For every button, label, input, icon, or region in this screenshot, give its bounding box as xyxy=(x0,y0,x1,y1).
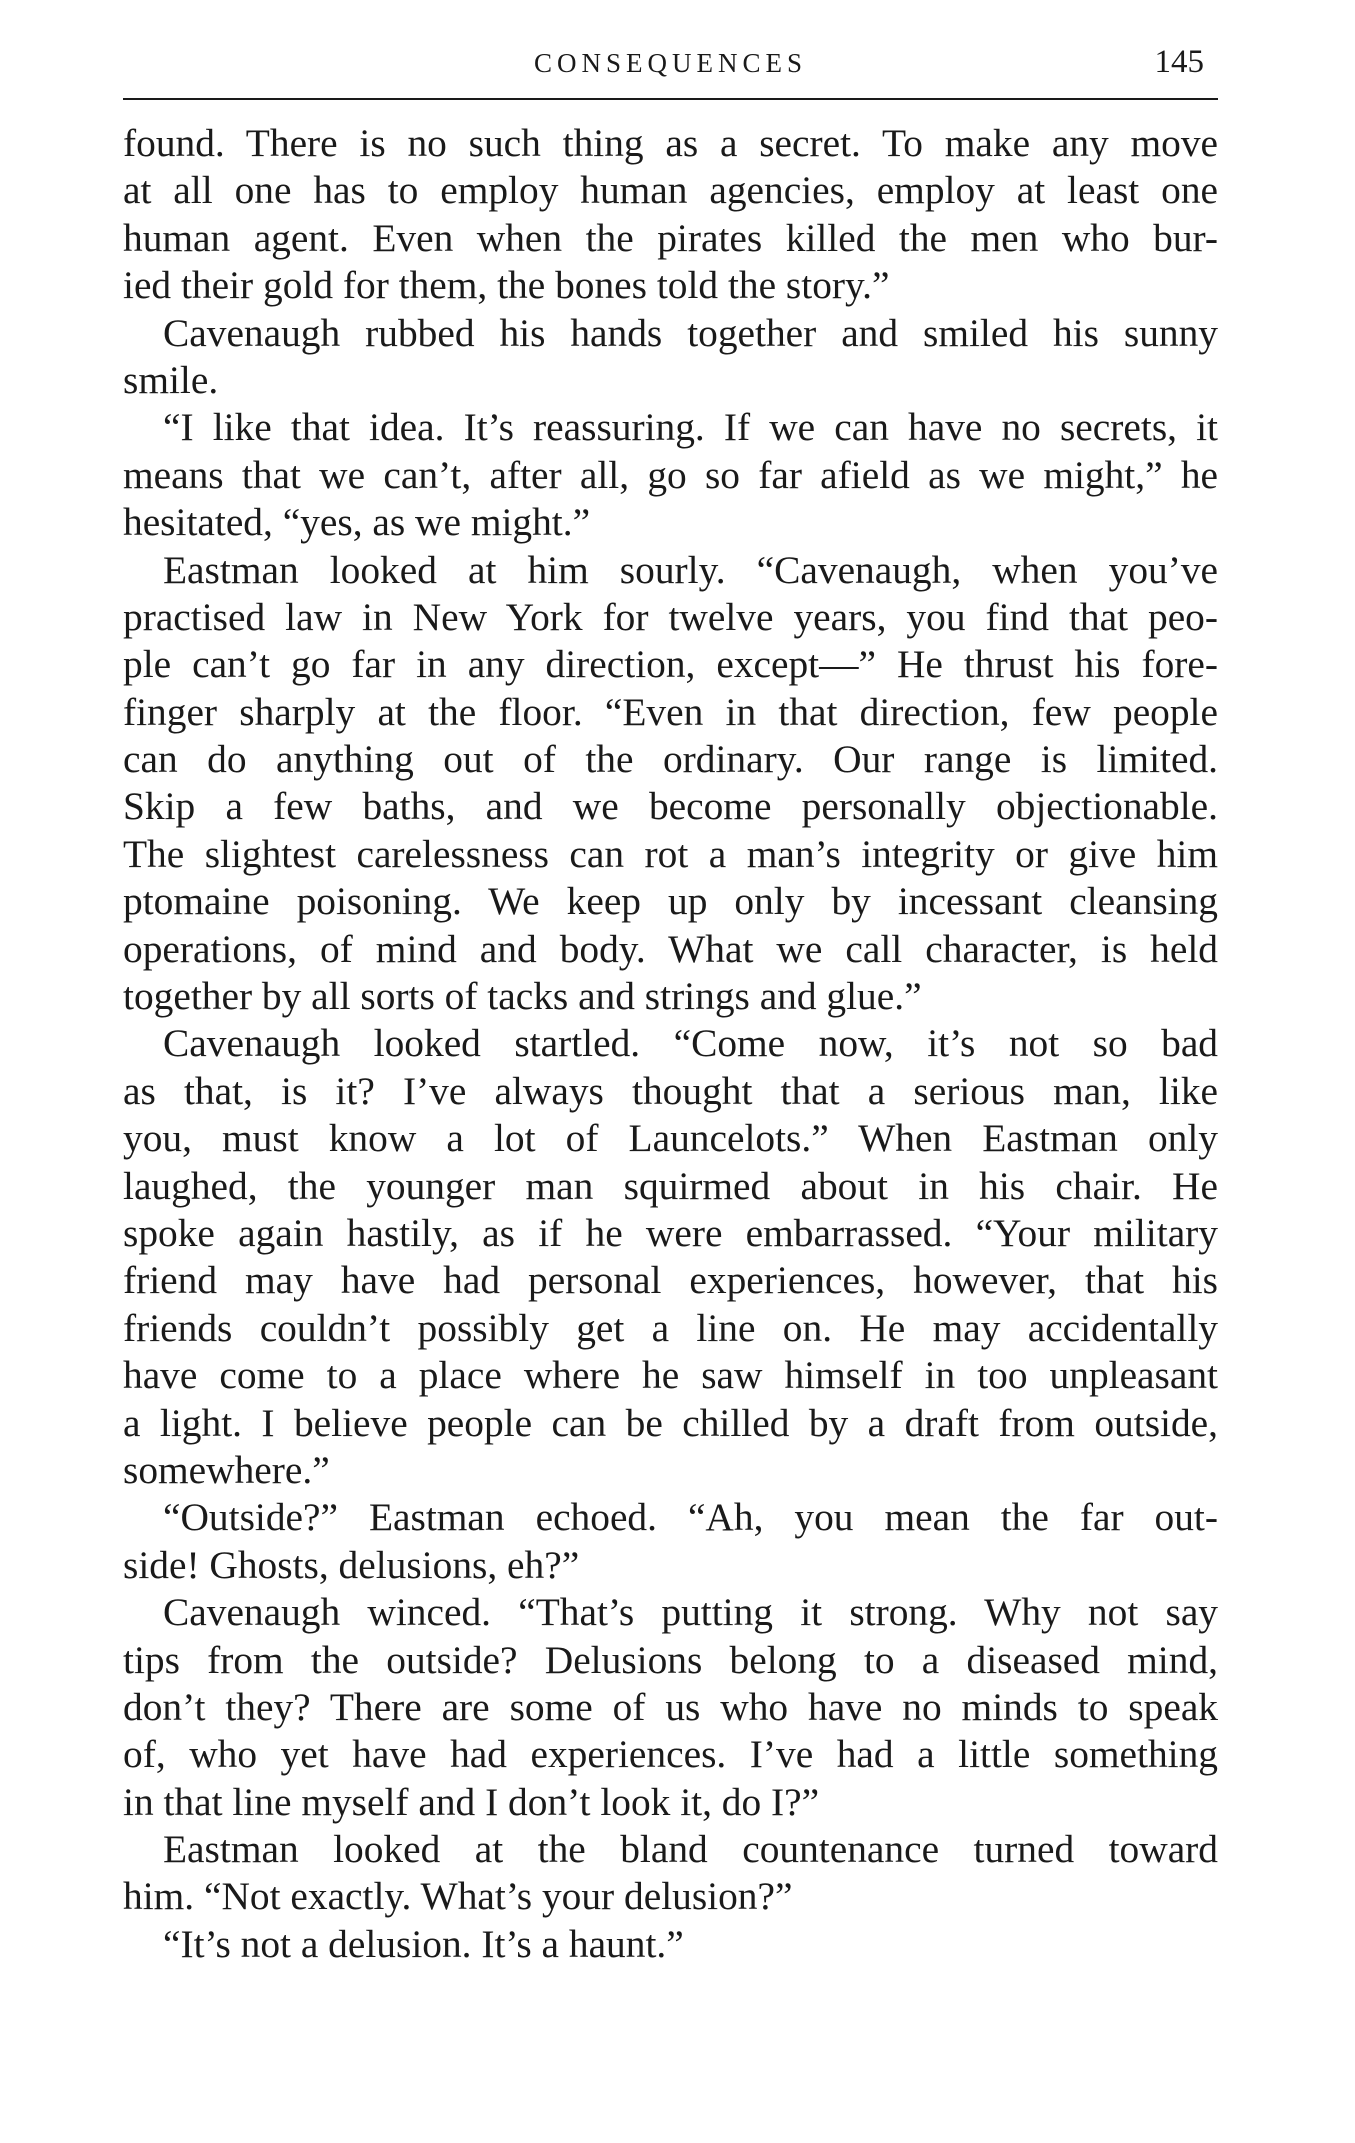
text-line: tips from the outside? Delusions belong to a diseased mind, xyxy=(123,1637,1218,1682)
text-line: him. “Not exactly. What’s your delusion?” xyxy=(123,1874,793,1919)
text-line: hesitated, “yes, as we might.” xyxy=(123,500,591,545)
text-line: Eastman looked at him sourly. “Cavenaugh, when you’ve xyxy=(163,547,1218,592)
text-line: friends couldn’t possibly get a line on. He may accidentally xyxy=(123,1305,1218,1350)
text-line: Cavenaugh looked startled. “Come now, it’s not so bad xyxy=(163,1021,1218,1066)
text-line: you, must know a lot of Launcelots.” When Eastman only xyxy=(123,1116,1218,1161)
text-line: as that, is it? I’ve always thought that a serious man, like xyxy=(123,1068,1218,1113)
page-number: 145 xyxy=(1154,44,1204,80)
text-line: means that we can’t, after all, go so far afield as we might,” he xyxy=(123,452,1218,497)
running-head xyxy=(123,40,1218,100)
text-line: Eastman looked at the bland countenance turned toward xyxy=(163,1827,1218,1872)
body-text xyxy=(123,120,1218,1968)
text-line: smile. xyxy=(123,357,219,402)
text-line: in that line myself and I don’t look it, do I?” xyxy=(123,1779,820,1824)
text-line: don’t they? There are some of us who have no minds to speak xyxy=(123,1684,1218,1729)
text-line: can do anything out of the ordinary. Our range is limited. xyxy=(123,737,1218,782)
text-line: Cavenaugh winced. “That’s putting it strong. Why not say xyxy=(163,1590,1218,1635)
text-line: side! Ghosts, delusions, eh?” xyxy=(123,1542,580,1587)
text-line: ptomaine poisoning. We keep up only by incessant cleansing xyxy=(123,879,1218,924)
text-line: laughed, the younger man squirmed about in his chair. He xyxy=(123,1163,1218,1208)
text-line: practised law in New York for twelve years, you find that peo- xyxy=(123,594,1218,639)
text-line: operations, of mind and body. What we call character, is held xyxy=(123,926,1218,971)
text-line: “It’s not a delusion. It’s a haunt.” xyxy=(163,1921,684,1966)
text-line: somewhere.” xyxy=(123,1447,330,1492)
text-line: at all one has to employ human agencies, employ at least one xyxy=(123,168,1218,213)
text-line: “Outside?” Eastman echoed. “Ah, you mean the far out- xyxy=(163,1495,1218,1540)
text-line: human agent. Even when the pirates killed the men who bur- xyxy=(123,215,1218,260)
text-line: found. There is no such thing as a secret. To make any move xyxy=(123,121,1218,165)
text-line: have come to a place where he saw himself in too unpleasant xyxy=(123,1353,1218,1398)
text-line: together by all sorts of tacks and strings and glue.” xyxy=(123,974,922,1019)
text-line: ple can’t go far in any direction, except—” He thrust his fore- xyxy=(123,642,1218,687)
text-line: Cavenaugh rubbed his hands together and smiled his sunny xyxy=(163,310,1218,355)
text-line: “I like that idea. It’s reassuring. If we can have no secrets, it xyxy=(163,405,1218,450)
running-title: CONSEQUENCES xyxy=(533,48,808,78)
text-line: finger sharply at the floor. “Even in that direction, few people xyxy=(123,689,1218,734)
text-line: spoke again hastily, as if he were embarrassed. “Your military xyxy=(123,1210,1218,1255)
text-line: Skip a few baths, and we become personally objectionable. xyxy=(123,784,1218,829)
book-page xyxy=(123,40,1218,1968)
text-line: a light. I believe people can be chilled by a draft from outside, xyxy=(123,1400,1218,1445)
text-line: friend may have had personal experiences, however, that his xyxy=(123,1258,1218,1303)
text-line: of, who yet have had experiences. I’ve had a little something xyxy=(123,1732,1218,1777)
text-line: The slightest carelessness can rot a man’s integrity or give him xyxy=(123,831,1218,876)
text-line: ied their gold for them, the bones told the story.” xyxy=(123,263,890,308)
